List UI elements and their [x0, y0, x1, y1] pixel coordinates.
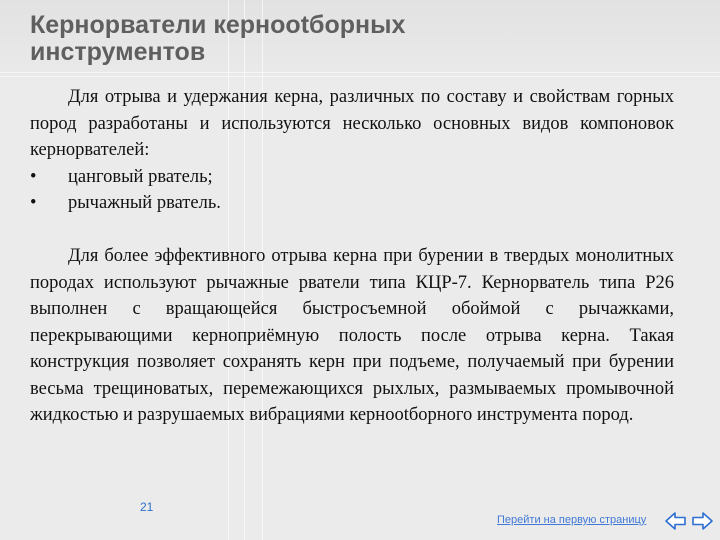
- first-page-link[interactable]: Перейти на первую страницу: [497, 514, 647, 526]
- bullet-list: [30, 164, 674, 217]
- bullet-text: рычажный рватель.: [68, 193, 221, 213]
- decor-line: [0, 76, 720, 77]
- list-item: [30, 190, 674, 217]
- bullet-icon: •: [30, 166, 37, 187]
- slide-title: [30, 12, 670, 66]
- intro-paragraph: Для отрыва и удержания керна, различных по составу и свойствам горных пород разработаны и используются несколько основных видов компоновок кернорвателей:: [30, 87, 674, 160]
- title-line-2: инструментов: [30, 38, 206, 66]
- bullet-text: цанговый рватель;: [68, 166, 213, 187]
- decor-line: [0, 72, 720, 73]
- paragraph-spacer: [30, 217, 674, 244]
- title-line-1: Кернорватели кернootборных: [30, 11, 406, 39]
- slide-number: 21: [140, 500, 154, 514]
- back-forward-arrows-icon[interactable]: [664, 510, 714, 532]
- list-item: [30, 164, 674, 191]
- back-arrow-icon[interactable]: [666, 513, 685, 529]
- forward-arrow-icon[interactable]: [693, 513, 712, 529]
- detail-paragraph: Для более эффективного отрыва керна при бурении в твердых монолитных породах используют рычажные рватели типа КЦР-7. Кернорватель типа Р26 выполнен с вращающейся быстросъемной обоймой с рычажками, перекрывающими керноприёмную полость после отрыва керна. Такая конструкция позволяет сохранять керн при подъеме, получаемый при бурении весьма трещиноватых, перемежающихся рыхлых, размываемых промывочной жидкостью и разрушаемых вибрациями кернootборного инструмента пород.: [30, 246, 674, 425]
- bullet-icon: •: [30, 193, 37, 213]
- slide-body: [30, 84, 674, 429]
